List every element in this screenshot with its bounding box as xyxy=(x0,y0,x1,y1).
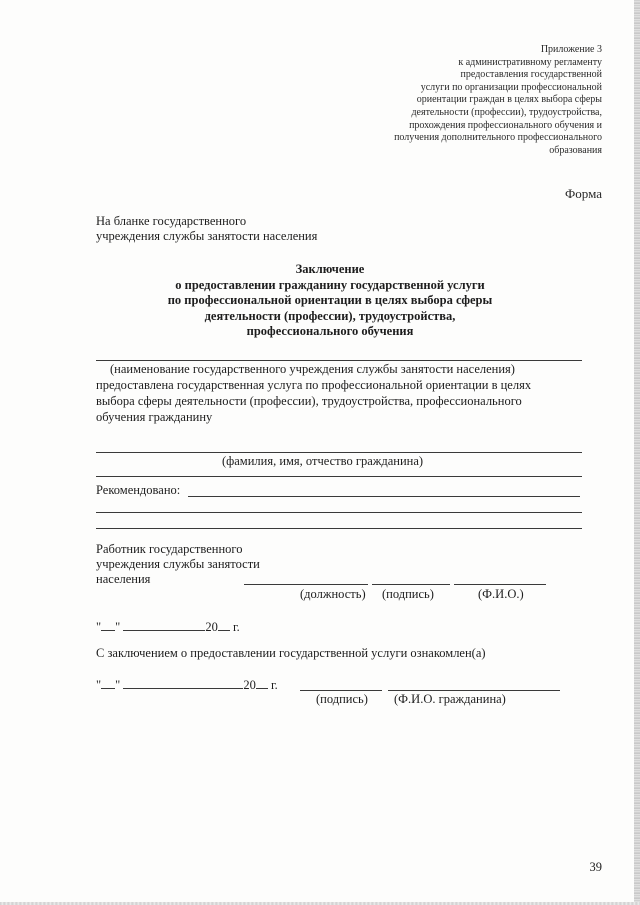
appendix-line: прохождения профессионального обучения и xyxy=(409,119,602,131)
acknowledgement-date xyxy=(96,676,278,693)
worker-signature-field[interactable] xyxy=(372,584,450,585)
institution-name-caption: (наименование государственного учреждения службы занятости населения) xyxy=(110,362,515,376)
position-caption: (должность) xyxy=(300,587,366,601)
letterhead-line: учреждения службы занятости населения xyxy=(96,229,318,243)
statement-line: обучения гражданину xyxy=(96,410,213,424)
recommended-label: Рекомендовано: xyxy=(96,483,181,497)
acknowledgement-signature-field[interactable] xyxy=(300,690,382,691)
worker-name-field[interactable] xyxy=(454,584,546,585)
citizen-name-field[interactable] xyxy=(96,452,582,453)
recommended-field-line[interactable] xyxy=(96,512,582,513)
date-day-field[interactable] xyxy=(101,618,115,631)
acknowledgement-name-field[interactable] xyxy=(388,690,560,691)
worker-position-field[interactable] xyxy=(244,584,368,585)
title-line: Заключение xyxy=(295,262,365,276)
date-month-field[interactable] xyxy=(123,676,243,689)
worker-line: населения xyxy=(96,572,151,586)
form-label: Форма xyxy=(565,186,602,201)
name-caption: (Ф.И.О.) xyxy=(478,587,524,601)
appendix-line: услуги по организации профессиональной xyxy=(420,81,602,93)
recommended-field[interactable] xyxy=(188,496,580,497)
date-year-field[interactable] xyxy=(256,676,268,689)
worker-line: учреждения службы занятости xyxy=(96,557,260,571)
title-line: деятельности (профессии), трудоустройства, xyxy=(204,308,456,323)
page-number: 39 xyxy=(589,860,602,874)
appendix-line: образования xyxy=(549,144,602,156)
scan-edge-right xyxy=(634,0,640,905)
appendix-line: Приложение 3 xyxy=(540,44,602,55)
title-line: профессионального обучения xyxy=(246,324,414,338)
letterhead-line: На бланке государственного xyxy=(96,214,247,228)
ack-name-caption: (Ф.И.О. гражданина) xyxy=(394,692,506,706)
appendix-header xyxy=(362,44,602,157)
divider-line xyxy=(96,476,582,477)
date-year-field[interactable] xyxy=(218,618,230,631)
date-year-suffix: г. xyxy=(232,620,240,634)
date-quote-close: " xyxy=(115,678,121,692)
date-quote-close: " xyxy=(115,620,121,634)
date-year-suffix: г. xyxy=(270,678,278,692)
date-day-field[interactable] xyxy=(101,676,115,689)
date-year-prefix: 20 xyxy=(243,678,256,692)
letterhead-note xyxy=(96,214,317,244)
appendix-line: деятельности (профессии), трудоустройства, xyxy=(411,106,602,118)
appendix-line: ориентации граждан в целях выбора сферы xyxy=(416,94,602,106)
acknowledgement-text: С заключением о предоставлении государственной услуги ознакомлен(а) xyxy=(96,646,486,660)
worker-line: Работник государственного xyxy=(96,542,243,556)
ack-signature-caption: (подпись) xyxy=(316,692,368,706)
date-quote-open: " xyxy=(96,678,102,692)
citizen-name-caption: (фамилия, имя, отчество гражданина) xyxy=(222,454,424,468)
title-line: о предоставлении гражданину государственной услуги xyxy=(175,277,485,292)
worker-date xyxy=(96,618,240,635)
date-year-prefix: 20 xyxy=(205,620,218,634)
recommended-field-line[interactable] xyxy=(96,528,582,529)
statement-line: выбора сферы деятельности (профессии), трудоустройства, профессионального xyxy=(96,394,522,408)
date-quote-open: " xyxy=(96,620,102,634)
document-title xyxy=(150,262,510,340)
date-month-field[interactable] xyxy=(123,618,205,631)
appendix-line: предоставления государственной xyxy=(460,69,602,81)
title-line: по профессиональной ориентации в целях выбора сферы xyxy=(167,293,493,307)
signature-caption: (подпись) xyxy=(382,587,434,601)
appendix-line: получения дополнительного профессионального xyxy=(394,132,602,144)
appendix-line: к административному регламенту xyxy=(458,56,602,68)
statement-line: предоставлена государственная услуга по профессиональной ориентации в целях xyxy=(96,378,532,392)
institution-name-field[interactable] xyxy=(96,360,582,361)
